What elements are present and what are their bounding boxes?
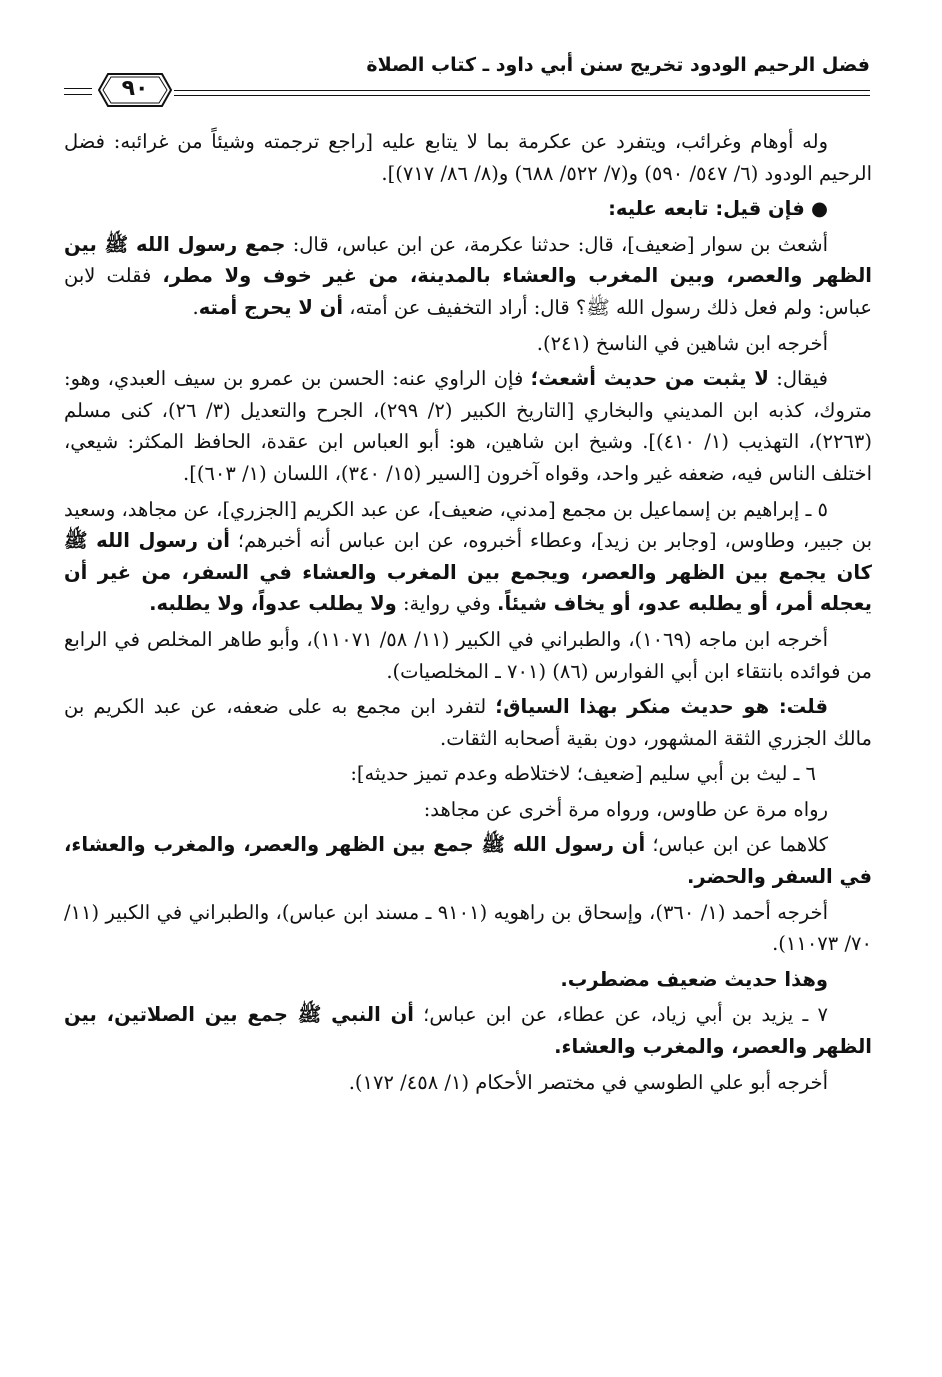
left-rule-bottom [64, 94, 92, 95]
bullet-icon: ● [810, 197, 828, 221]
hadith-text: أن النبي ﷺ جمع بين الصلاتين، بين الظهر والعصر، والمغرب والعشاء. [64, 1003, 872, 1059]
text: أخرجه أحمد (١/ ٣٦٠)، وإسحاق بن راهويه (٩١٠١ ـ مسند ابن عباس)، والطبراني في الكبير (١١/ ٧٠/ ١١٠٧٣). [64, 900, 872, 956]
hadith-text: أن لا يحرج أمته [198, 295, 344, 319]
text: فقلت لابن عباس: ولم فعل ذلك رسول الله ﷺ؟ قال: أراد التخفيف عن أمته، [64, 264, 872, 319]
header-rule-bottom [174, 95, 870, 96]
left-rule-top [64, 88, 92, 89]
text: ٧ ـ يزيد بن أبي زياد، عن عطاء، عن ابن عباس؛ [413, 1003, 828, 1027]
ruling-text: قلت: هو حديث منكر بهذا السياق؛ [495, 695, 828, 719]
ruling-text: لا يثبت من حديث أشعث؛ [530, 367, 769, 391]
paragraph-7 [64, 624, 872, 687]
text: . [192, 295, 199, 319]
page-number-badge [98, 72, 172, 108]
hadith-text: أن رسول الله ﷺ كان يجمع بين الظهر والعصر، ويجمع بين المغرب والعشاء في السفر، من غير أن يعجله أمر، أو يطلبه عدو، أو يخاف شيئاً. [64, 529, 872, 616]
page-body [64, 126, 872, 1102]
text: فإن الراوي عنه: الحسن بن عمرو بن سيف العبدي، وهو: متروك، كذبه ابن المديني والبخاري [التاريخ الكبير (٢/ ٢٩٩)، الجرح والتعديل (٣/ ٢٦)، كنى مسلم (٢٢٦٣)، التهذيب (١/ ٤١٠)]. وشيخ ابن شاهين، هو: أبو العباس ابن عقدة، الحافظ المكثر: شيعي، اختلف الناس فيه، ضعفه غير واحد، وقواه آخرون [السير (١٥/ ٣٤٠)، اللسان (١/ ٦٠٣)]. [64, 367, 872, 485]
paragraph-12 [64, 897, 872, 960]
text: وفي رواية: [396, 592, 498, 616]
hadith-text: جمع رسول الله ﷺ بين الظهر والعصر، وبين المغرب والعشاء بالمدينة، من غير خوف ولا مطر، [64, 232, 872, 288]
ruling-text: وهذا حديث ضعيف مضطرب. [560, 967, 828, 991]
page-header [64, 48, 870, 110]
running-title: فضل الرحيم الودود تخريج سنن أبي داود ـ كتاب الصلاة [366, 54, 870, 76]
hadith-text: أن رسول الله ﷺ جمع بين الظهر والعصر، والمغرب والعشاء، في السفر والحضر. [64, 833, 872, 889]
paragraph-5 [64, 363, 872, 489]
text: وله أوهام وغرائب، ويتفرد عن عكرمة بما لا يتابع عليه [راجع ترجمته وشيئاً من غرائبه: فضل الرحيم الودود (٦/ ٥٤٧/ ٥٩٠) و(٧/ ٥٢٢/ ٦٨٨) و(٨/ ٨٦/ ٧١٧)]. [64, 130, 872, 185]
text: كلاهما عن ابن عباس؛ [645, 833, 828, 857]
text: لتفرد ابن مجمع به على ضعفه، عن عبد الكريم بن مالك الجزري الثقة المشهور، دون بقية أصحابه الثقات. [64, 695, 872, 750]
text: ٦ ـ ليث بن أبي سليم [ضعيف؛ لاختلاطه وعدم تميز حديثه]: [350, 762, 816, 786]
paragraph-13 [64, 964, 872, 996]
paragraph-9 [64, 758, 872, 790]
paragraph-11 [64, 829, 872, 892]
text: أخرجه ابن شاهين في الناسخ (٢٤١). [536, 331, 828, 355]
paragraph-3 [64, 229, 872, 324]
text: رواه مرة عن طاوس، ورواه مرة أخرى عن مجاهد: [423, 797, 828, 821]
paragraph-14 [64, 999, 872, 1062]
text: أشعث بن سوار [ضعيف]، قال: حدثنا عكرمة، عن ابن عباس، قال: [285, 232, 829, 256]
text: فيقال: [768, 367, 828, 391]
page-number: ٩٠ [121, 76, 149, 101]
heading-text: فإن قيل: تابعه عليه: [608, 197, 805, 221]
text: أخرجه ابن ماجه (١٠٦٩)، والطبراني في الكبير (١١/ ٥٨/ ١١٠٧١)، وأبو طاهر المخلص في الرابع من فوائده بانتقاء ابن أبي الفوارس (٨٦) (٧٠١ ـ المخلصيات). [64, 627, 872, 683]
paragraph-15 [64, 1067, 872, 1099]
paragraph-6 [64, 494, 872, 620]
paragraph-10 [64, 794, 872, 826]
text: ٥ ـ إبراهيم بن إسماعيل بن مجمع [مدني، ضعيف]، عن عبد الكريم [الجزري]، عن مجاهد، وسعيد بن جبير، وطاوس، [وجابر بن زيد]، وعطاء أخبروه، عن ابن عباس أنه أخبرهم؛ [64, 497, 872, 553]
paragraph-8 [64, 691, 872, 754]
header-rule-top [174, 90, 870, 91]
paragraph-2 [64, 193, 872, 225]
paragraph-4 [64, 328, 872, 360]
paragraph-1 [64, 126, 872, 189]
hadith-text: ولا يطلب عدواً، ولا يطلبه. [149, 592, 397, 616]
text: أخرجه أبو علي الطوسي في مختصر الأحكام (١/ ٤٥٨/ ١٧٢). [348, 1070, 828, 1094]
